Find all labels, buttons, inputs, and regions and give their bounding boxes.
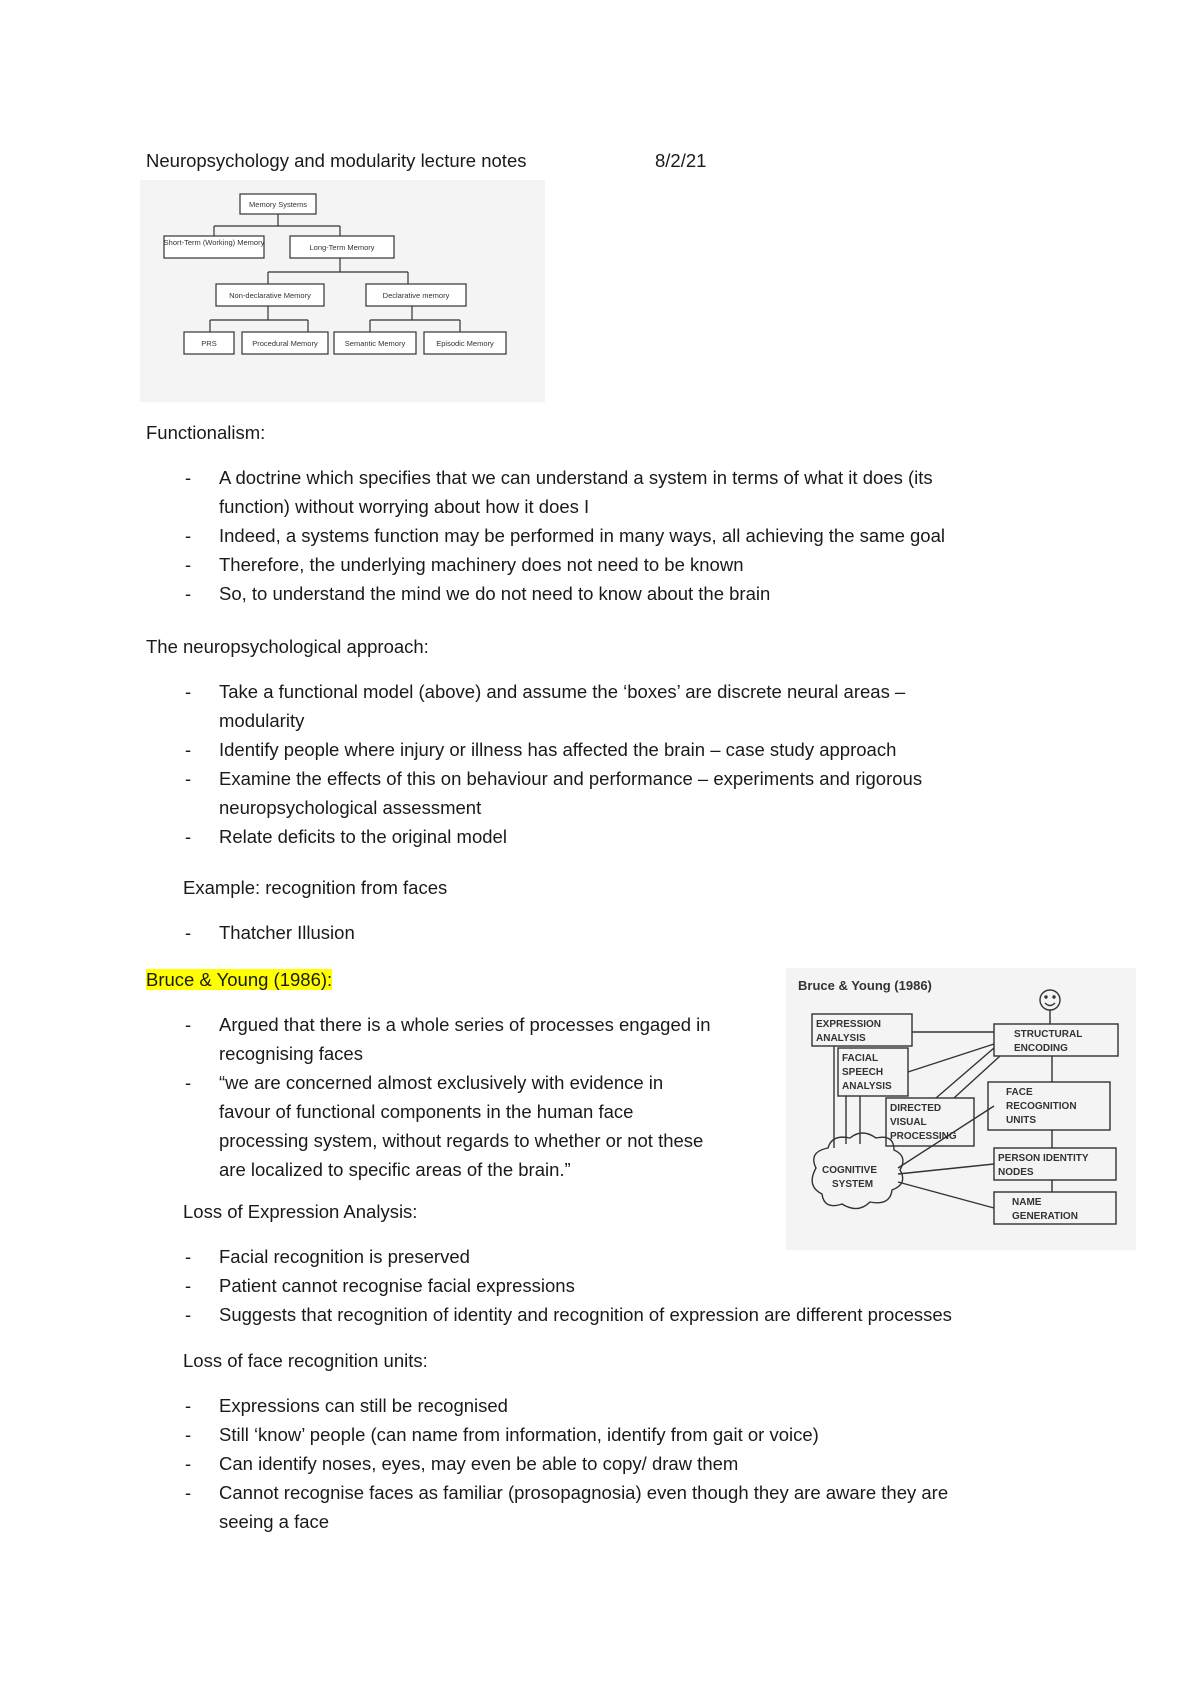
bruce-young-heading (146, 965, 332, 994)
structural-label-2: ENCODING (1014, 1043, 1068, 1054)
cognitive-label-1: COGNITIVE (822, 1165, 878, 1176)
list-item-continued: are localized to specific areas of the brain.” (219, 1159, 571, 1180)
directed-visual-label-1: DIRECTED (890, 1103, 942, 1114)
list-item: - Suggests that recognition of identity and recognition of expression are different processes (183, 1300, 952, 1329)
list-item-continued: seeing a face (219, 1511, 330, 1532)
memory-stm-label: Short-Term (Working) Memory (163, 238, 265, 247)
list-item: - Argued that there is a whole series of processes engaged in (183, 1010, 711, 1039)
approach-list (183, 677, 922, 851)
memory-systems-diagram (140, 180, 545, 402)
expression-loss-heading: Loss of Expression Analysis: (183, 1201, 418, 1222)
pin-label-2: NODES (998, 1167, 1034, 1178)
document-date: 8/2/21 (655, 150, 707, 171)
name-gen-label-2: GENERATION (1012, 1211, 1078, 1222)
expression-loss-list (183, 1242, 952, 1329)
memory-root-label: Memory Systems (249, 200, 307, 209)
list-item: - So, to understand the mind we do not need to know about the brain (183, 579, 945, 608)
facial-speech-label-3: ANALYSIS (842, 1081, 892, 1092)
directed-visual-label-3: PROCESSING (890, 1131, 957, 1142)
cognitive-label-2: SYSTEM (832, 1179, 874, 1190)
fru-label-3: UNITS (1006, 1115, 1036, 1126)
list-item: - Therefore, the underlying machinery does not need to be known (183, 550, 945, 579)
list-item-continued: processing system, without regards to whether or not these (219, 1130, 704, 1151)
list-item: - Can identify noses, eyes, may even be able to copy/ draw them (183, 1449, 948, 1478)
memory-nondeclarative-label: Non-declarative Memory (229, 291, 311, 300)
list-item: - Cannot recognise faces as familiar (prosopagnosia) even though they are aware they are (183, 1478, 948, 1507)
expression-label-2: ANALYSIS (816, 1033, 866, 1044)
expression-label-1: EXPRESSION (816, 1019, 882, 1030)
bruce-young-list (183, 1010, 711, 1184)
list-item-continued: modularity (219, 710, 305, 731)
memory-procedural-label: Procedural Memory (252, 339, 318, 348)
example-list (183, 918, 355, 947)
list-item: - Expressions can still be recognised (183, 1391, 948, 1420)
list-item-continued: neuropsychological assessment (219, 797, 482, 818)
smiley-face-icon (1040, 990, 1060, 1024)
name-gen-label-1: NAME (1012, 1197, 1042, 1208)
approach-heading: The neuropsychological approach: (146, 636, 429, 657)
document-title: Neuropsychology and modularity lecture notes (146, 150, 527, 171)
list-item-continued: recognising faces (219, 1043, 363, 1064)
list-item: - Relate deficits to the original model (183, 822, 922, 851)
list-item-continued: favour of functional components in the human face (219, 1101, 634, 1122)
structural-label-1: STRUCTURAL (1014, 1029, 1083, 1040)
memory-ltm-label: Long-Term Memory (309, 243, 375, 252)
memory-prs-label: PRS (201, 339, 217, 348)
list-item: - Examine the effects of this on behaviour and performance – experiments and rigorous (183, 764, 922, 793)
memory-semantic-label: Semantic Memory (344, 339, 406, 348)
memory-declarative-label: Declarative memory (382, 291, 450, 300)
fru-label-1: FACE (1006, 1087, 1033, 1098)
list-item: - Patient cannot recognise facial expressions (183, 1271, 952, 1300)
functionalism-heading: Functionalism: (146, 422, 266, 443)
pin-label-1: PERSON IDENTITY (998, 1153, 1089, 1164)
example-heading: Example: recognition from faces (183, 877, 448, 898)
fru-loss-list (183, 1391, 948, 1536)
list-item: - Facial recognition is preserved (183, 1242, 952, 1271)
face-diagram-title: Bruce & Young (1986) (798, 978, 932, 993)
list-item-continued: function) without worrying about how it does I (219, 496, 590, 517)
facial-speech-label-2: SPEECH (842, 1067, 884, 1078)
list-item: - Indeed, a systems function may be performed in many ways, all achieving the same goal (183, 521, 945, 550)
facial-speech-label-1: FACIAL (842, 1053, 879, 1064)
list-item: - Identify people where injury or illness has affected the brain – case study approach (183, 735, 922, 764)
fru-label-2: RECOGNITION (1006, 1101, 1077, 1112)
list-item: - A doctrine which specifies that we can understand a system in terms of what it does (its (183, 463, 945, 492)
fru-loss-heading: Loss of face recognition units: (183, 1350, 428, 1371)
highlighted-heading: Bruce & Young (1986): (146, 969, 333, 990)
directed-visual-label-2: VISUAL (890, 1117, 927, 1128)
face-recognition-diagram (786, 968, 1136, 1250)
list-item: - Still ‘know’ people (can name from information, identify from gait or voice) (183, 1420, 948, 1449)
functionalism-list (183, 463, 945, 608)
memory-episodic-label: Episodic Memory (436, 339, 494, 348)
list-item: - Take a functional model (above) and assume the ‘boxes’ are discrete neural areas – (183, 677, 922, 706)
list-item: - “we are concerned almost exclusively with evidence in (183, 1068, 711, 1097)
list-item: - Thatcher Illusion (183, 918, 355, 947)
